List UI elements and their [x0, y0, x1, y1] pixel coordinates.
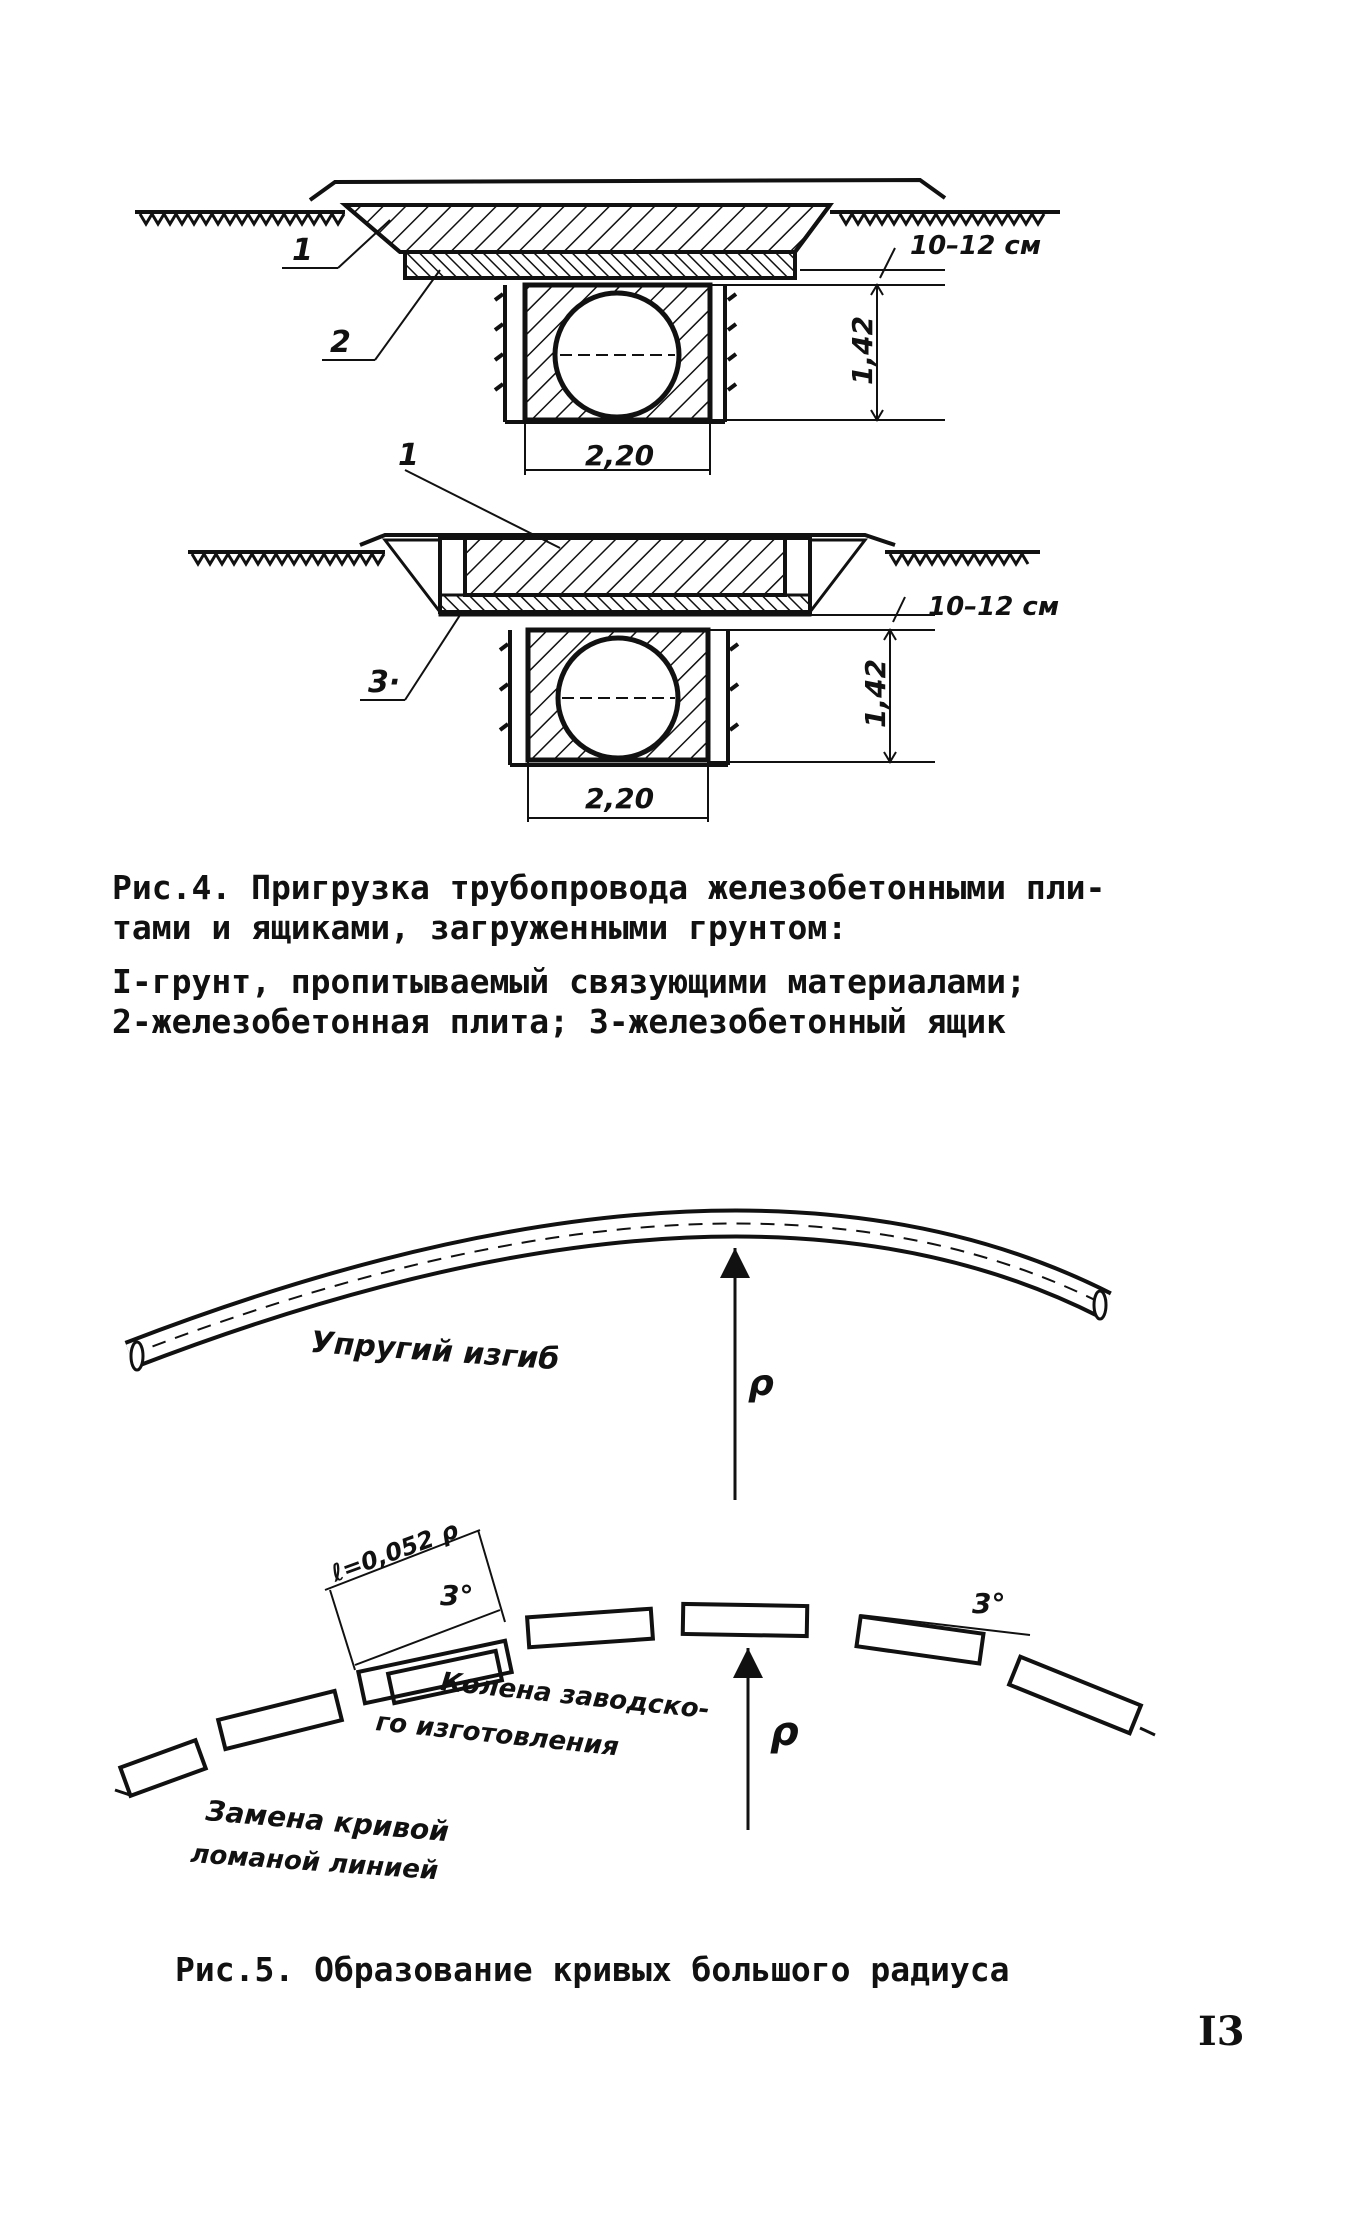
- fig4-bottom-label-1: 1: [398, 438, 419, 473]
- fig4-top-section: [135, 180, 1060, 475]
- fig4-caption-title-line1: Рис.4. Пригрузка трубопровода железобетонными пли-: [112, 868, 1106, 907]
- fig5-elastic-label: Упругий изгиб: [309, 1325, 561, 1378]
- fig4-top-height: 1,42: [846, 315, 879, 385]
- fig4-caption-legend: [112, 962, 1262, 1042]
- fig5-elastic-bend: [130, 1224, 1106, 1500]
- fig5-polyline-bend: [115, 1530, 1155, 1830]
- fig4-caption-legend-line2: 2-железобетонная плита; 3-железобетонный ящик: [112, 1002, 1007, 1041]
- page-number: I3: [1198, 2008, 1245, 2055]
- fig4-top-label-1: 1: [292, 233, 313, 268]
- fig4-bottom-label-3: 3·: [368, 665, 401, 700]
- fig4-bottom-height: 1,42: [859, 658, 892, 728]
- fig4-bottom-width: 2,20: [585, 782, 655, 815]
- fig4-top-thickness: 10–12 см: [910, 231, 1042, 261]
- fig4-caption-legend-line1: I-грунт, пропитываемый связующими материалами;: [112, 962, 1026, 1001]
- fig5-segment-length: ℓ=0,052 ρ: [327, 1515, 462, 1588]
- fig5-rho-top: ρ: [748, 1363, 774, 1404]
- fig4-caption-title: [112, 868, 1262, 948]
- fig4-top-width: 2,20: [585, 439, 655, 472]
- fig5-factory-bends-line1: Колена заводско-: [439, 1667, 711, 1726]
- fig5-factory-bends-line2: го изготовления: [374, 1707, 621, 1763]
- fig5-caption: Рис.5. Образование кривых большого радиуса: [175, 1950, 1010, 1989]
- fig5-angle-left: 3°: [440, 1579, 474, 1612]
- fig4-caption-title-line2: тами и ящиками, загруженными грунтом:: [112, 908, 848, 947]
- fig5-angle-right: 3°: [972, 1587, 1006, 1620]
- fig5-replacement-line2: ломаной линией: [189, 1839, 440, 1887]
- fig5-rho-bottom: ρ: [770, 1709, 799, 1755]
- fig4-bottom-section: [188, 470, 1040, 822]
- fig4-bottom-thickness: 10–12 см: [928, 592, 1060, 622]
- fig5-replacement-line1: Замена кривой: [204, 1794, 451, 1849]
- fig4-top-label-2: 2: [330, 325, 351, 360]
